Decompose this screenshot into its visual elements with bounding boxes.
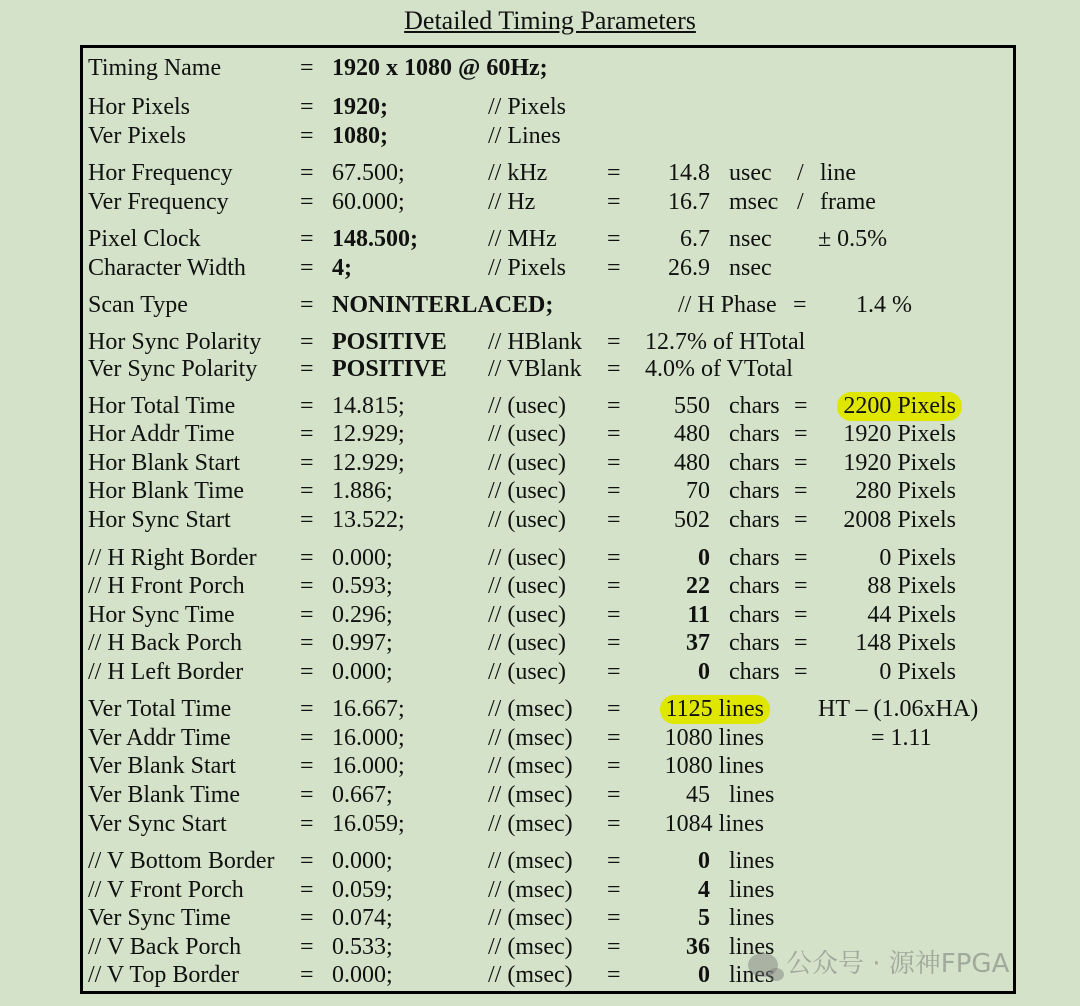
timing-row bbox=[0, 601, 1080, 630]
row-cm: // (msec) bbox=[488, 934, 573, 960]
row-eq: = bbox=[300, 94, 314, 120]
row-cm: // (msec) bbox=[488, 877, 573, 903]
row-eq: = bbox=[300, 421, 314, 447]
row-eq: = bbox=[300, 160, 314, 186]
row-num: 0 bbox=[698, 545, 710, 571]
row-num: 37 bbox=[686, 630, 710, 656]
row-val: 148.500; bbox=[332, 226, 418, 252]
row-px: 1920 Pixels bbox=[843, 421, 956, 447]
row-extra: / bbox=[797, 160, 804, 186]
row-num: 480 bbox=[674, 450, 710, 476]
row-val: 13.522; bbox=[332, 507, 405, 533]
timing-row bbox=[0, 904, 1080, 933]
row-val: 1080; bbox=[332, 123, 388, 149]
row-eq: = bbox=[300, 753, 314, 779]
row-eq2: = bbox=[607, 811, 621, 837]
row-eq: = bbox=[300, 545, 314, 571]
row-eq: = bbox=[300, 507, 314, 533]
row-name: // H Right Border bbox=[88, 545, 257, 571]
row-phaseEq: = bbox=[793, 292, 807, 318]
row-eq2: = bbox=[607, 160, 621, 186]
row-name: Hor Sync Start bbox=[88, 507, 231, 533]
row-num: 0 bbox=[698, 962, 710, 988]
row-name: Ver Sync Polarity bbox=[88, 356, 258, 382]
row-unit: chars bbox=[729, 450, 780, 476]
row-eq: = bbox=[300, 630, 314, 656]
row-name: // H Left Border bbox=[88, 659, 244, 685]
row-val: POSITIVE bbox=[332, 329, 447, 355]
row-eq3: = bbox=[794, 545, 808, 571]
row-eq2: = bbox=[607, 356, 621, 382]
row-name: Ver Blank Time bbox=[88, 782, 241, 808]
row-val: NONINTERLACED; bbox=[332, 292, 554, 318]
row-unit: chars bbox=[729, 421, 780, 447]
row-eq: = bbox=[300, 962, 314, 988]
row-eq3: = bbox=[794, 421, 808, 447]
row-eq: = bbox=[300, 877, 314, 903]
row-cm: // HBlank bbox=[488, 329, 582, 355]
row-lines: 1080 lines bbox=[664, 725, 764, 751]
row-name: Hor Blank Start bbox=[88, 450, 240, 476]
row-cm: // MHz bbox=[488, 226, 557, 252]
row-unit: chars bbox=[729, 659, 780, 685]
timing-row bbox=[0, 420, 1080, 449]
row-eq: = bbox=[300, 356, 314, 382]
row-name: // V Bottom Border bbox=[88, 848, 275, 874]
row-eq: = bbox=[300, 226, 314, 252]
row-eq: = bbox=[300, 782, 314, 808]
row-cm: // (usec) bbox=[488, 659, 566, 685]
watermark-text: 公众号 · 源神FPGA bbox=[786, 949, 1010, 979]
row-eq: = bbox=[300, 602, 314, 628]
row-eq: = bbox=[300, 811, 314, 837]
row-cm: // (msec) bbox=[488, 753, 573, 779]
row-val: 1920 x 1080 @ 60Hz; bbox=[332, 55, 548, 81]
row-unit: chars bbox=[729, 507, 780, 533]
row-blank: 12.7% of HTotal bbox=[645, 329, 806, 355]
row-eq: = bbox=[300, 848, 314, 874]
row-blank: 4.0% of VTotal bbox=[645, 356, 793, 382]
row-unit: chars bbox=[729, 393, 780, 419]
row-eq2: = bbox=[607, 962, 621, 988]
row-val: 4; bbox=[332, 255, 352, 281]
row-val: 14.815; bbox=[332, 393, 405, 419]
row-eq: = bbox=[300, 255, 314, 281]
row-eq: = bbox=[300, 393, 314, 419]
row-cm: // Pixels bbox=[488, 94, 567, 120]
row-extra2: frame bbox=[820, 189, 876, 215]
row-cm: // (msec) bbox=[488, 962, 573, 988]
row-cm: // Hz bbox=[488, 189, 536, 215]
row-val: 0.296; bbox=[332, 602, 393, 628]
timing-row bbox=[0, 544, 1080, 573]
row-px: 148 Pixels bbox=[855, 630, 956, 656]
row-cm: // (msec) bbox=[488, 811, 573, 837]
row-eq3: = bbox=[794, 573, 808, 599]
row-eq2: = bbox=[607, 189, 621, 215]
row-val: POSITIVE bbox=[332, 356, 447, 382]
row-eq3: = bbox=[794, 478, 808, 504]
row-cm: // Lines bbox=[488, 123, 561, 149]
row-cm: // (usec) bbox=[488, 602, 566, 628]
row-unit: lines bbox=[729, 848, 775, 874]
row-eq2: = bbox=[607, 848, 621, 874]
row-name: Hor Frequency bbox=[88, 160, 233, 186]
row-phaseVal: 1.4 % bbox=[856, 292, 912, 318]
timing-row bbox=[0, 876, 1080, 905]
row-eq: = bbox=[300, 934, 314, 960]
row-eq: = bbox=[300, 478, 314, 504]
row-eq: = bbox=[300, 573, 314, 599]
row-eq: = bbox=[300, 450, 314, 476]
timing-row bbox=[0, 159, 1080, 188]
row-unit: nsec bbox=[729, 226, 772, 252]
row-unit: lines bbox=[729, 934, 775, 960]
page-title: Detailed Timing Parameters bbox=[404, 6, 696, 35]
row-eq2: = bbox=[607, 450, 621, 476]
row-name: Hor Addr Time bbox=[88, 421, 235, 447]
row-unit: lines bbox=[729, 962, 775, 988]
row-px: 88 Pixels bbox=[867, 573, 956, 599]
row-eq: = bbox=[300, 905, 314, 931]
timing-row bbox=[0, 629, 1080, 658]
row-num: 11 bbox=[687, 602, 710, 628]
row-unit: chars bbox=[729, 545, 780, 571]
row-eq3: = bbox=[794, 507, 808, 533]
row-val: 0.593; bbox=[332, 573, 393, 599]
row-name: // V Front Porch bbox=[88, 877, 244, 903]
row-eq3: = bbox=[794, 659, 808, 685]
row-unit: lines bbox=[729, 877, 775, 903]
row-cm: // (usec) bbox=[488, 450, 566, 476]
row-cm: // (usec) bbox=[488, 421, 566, 447]
row-val: 1920; bbox=[332, 94, 388, 120]
row-name: Timing Name bbox=[88, 55, 222, 81]
row-cm: // (usec) bbox=[488, 630, 566, 656]
row-num: 70 bbox=[686, 478, 710, 504]
row-unit: msec bbox=[729, 189, 779, 215]
row-name: Ver Sync Start bbox=[88, 811, 227, 837]
row-name: Ver Sync Time bbox=[88, 905, 231, 931]
row-val: 67.500; bbox=[332, 160, 405, 186]
row-name: Hor Blank Time bbox=[88, 478, 245, 504]
row-eq2: = bbox=[607, 630, 621, 656]
row-px: 1920 Pixels bbox=[843, 450, 956, 476]
timing-row bbox=[0, 506, 1080, 535]
row-name: Pixel Clock bbox=[88, 226, 201, 252]
row-cm: // kHz bbox=[488, 160, 548, 186]
row-name: Hor Total Time bbox=[88, 393, 236, 419]
timing-row bbox=[0, 572, 1080, 601]
row-name: Ver Pixels bbox=[88, 123, 186, 149]
row-val: 0.074; bbox=[332, 905, 393, 931]
row-eq2: = bbox=[607, 602, 621, 628]
row-cm: // (msec) bbox=[488, 905, 573, 931]
row-name: Scan Type bbox=[88, 292, 188, 318]
row-name: Ver Addr Time bbox=[88, 725, 231, 751]
row-name: Ver Total Time bbox=[88, 696, 232, 722]
row-num: 6.7 bbox=[680, 226, 710, 252]
row-unit: chars bbox=[729, 478, 780, 504]
row-eq2: = bbox=[607, 905, 621, 931]
row-val: 0.059; bbox=[332, 877, 393, 903]
row-num: 4 bbox=[698, 877, 710, 903]
row-unit: lines bbox=[729, 905, 775, 931]
row-unit: chars bbox=[729, 573, 780, 599]
row-val: 1.886; bbox=[332, 478, 393, 504]
row-px: 44 Pixels bbox=[867, 602, 956, 628]
row-unit: chars bbox=[729, 602, 780, 628]
row-name: // V Back Porch bbox=[88, 934, 242, 960]
row-px: 2200 Pixels bbox=[837, 392, 962, 421]
row-phase: // H Phase bbox=[678, 292, 777, 318]
row-note: HT – (1.06xHA) bbox=[818, 696, 979, 722]
timing-row bbox=[0, 54, 1080, 83]
row-name: Hor Pixels bbox=[88, 94, 190, 120]
row-val: 12.929; bbox=[332, 421, 405, 447]
row-val: 0.533; bbox=[332, 934, 393, 960]
row-name: Hor Sync Polarity bbox=[88, 329, 262, 355]
row-cm: // VBlank bbox=[488, 356, 582, 382]
row-num: 0 bbox=[698, 659, 710, 685]
row-eq2: = bbox=[607, 507, 621, 533]
row-eq2: = bbox=[607, 393, 621, 419]
row-cm: // (msec) bbox=[488, 725, 573, 751]
row-num: 16.7 bbox=[668, 189, 710, 215]
row-cm: // (msec) bbox=[488, 782, 573, 808]
row-unit: lines bbox=[729, 782, 775, 808]
timing-row bbox=[0, 122, 1080, 151]
row-val: 12.929; bbox=[332, 450, 405, 476]
row-num: 14.8 bbox=[668, 160, 710, 186]
row-cm: // (msec) bbox=[488, 848, 573, 874]
row-cm: // (usec) bbox=[488, 573, 566, 599]
timing-row bbox=[0, 810, 1080, 839]
row-extra: / bbox=[797, 189, 804, 215]
row-unit: chars bbox=[729, 630, 780, 656]
watermark bbox=[748, 946, 1009, 982]
row-eq3: = bbox=[794, 393, 808, 419]
timing-row bbox=[0, 254, 1080, 283]
row-eq2: = bbox=[607, 782, 621, 808]
row-cm: // (msec) bbox=[488, 696, 573, 722]
timing-row bbox=[0, 477, 1080, 506]
timing-row bbox=[0, 355, 1080, 384]
timing-row bbox=[0, 188, 1080, 217]
timing-row bbox=[0, 781, 1080, 810]
row-val: 16.059; bbox=[332, 811, 405, 837]
row-num: 22 bbox=[686, 573, 710, 599]
row-eq2: = bbox=[607, 659, 621, 685]
row-lines: 1080 lines bbox=[664, 753, 764, 779]
row-cm: // (usec) bbox=[488, 507, 566, 533]
row-unit: usec bbox=[729, 160, 772, 186]
row-name: Ver Blank Start bbox=[88, 753, 236, 779]
row-eq: = bbox=[300, 189, 314, 215]
row-cm: // Pixels bbox=[488, 255, 567, 281]
row-val: 16.000; bbox=[332, 753, 405, 779]
row-eq: = bbox=[300, 292, 314, 318]
row-eq: = bbox=[300, 659, 314, 685]
timing-row bbox=[0, 658, 1080, 687]
timing-row bbox=[0, 392, 1080, 421]
row-val: 16.000; bbox=[332, 725, 405, 751]
row-eq: = bbox=[300, 696, 314, 722]
row-name: // H Front Porch bbox=[88, 573, 245, 599]
row-eq: = bbox=[300, 123, 314, 149]
timing-row bbox=[0, 225, 1080, 254]
row-eq2: = bbox=[607, 573, 621, 599]
row-px: 2008 Pixels bbox=[843, 507, 956, 533]
row-num: 502 bbox=[674, 507, 710, 533]
row-num: 480 bbox=[674, 421, 710, 447]
row-name: Ver Frequency bbox=[88, 189, 229, 215]
row-num: 45 bbox=[686, 782, 710, 808]
row-extra2: line bbox=[820, 160, 856, 186]
row-num: 36 bbox=[686, 934, 710, 960]
row-note2: = 1.11 bbox=[871, 725, 932, 751]
row-num: 5 bbox=[698, 905, 710, 931]
row-eq2: = bbox=[607, 696, 621, 722]
row-val: 0.000; bbox=[332, 545, 393, 571]
row-val: 0.000; bbox=[332, 962, 393, 988]
row-px: 0 Pixels bbox=[879, 659, 956, 685]
row-num: 26.9 bbox=[668, 255, 710, 281]
row-val: 0.000; bbox=[332, 848, 393, 874]
row-eq3: = bbox=[794, 450, 808, 476]
timing-row bbox=[0, 752, 1080, 781]
row-cm: // (usec) bbox=[488, 478, 566, 504]
row-lines: 1084 lines bbox=[664, 811, 764, 837]
row-val: 16.667; bbox=[332, 696, 405, 722]
wechat-icon bbox=[748, 953, 778, 977]
row-eq2: = bbox=[607, 545, 621, 571]
row-cm: // (usec) bbox=[488, 545, 566, 571]
row-num: 550 bbox=[674, 393, 710, 419]
row-eq: = bbox=[300, 329, 314, 355]
row-eq: = bbox=[300, 725, 314, 751]
timing-row bbox=[0, 328, 1080, 357]
row-eq2: = bbox=[607, 725, 621, 751]
timing-row bbox=[0, 695, 1080, 724]
row-name: // H Back Porch bbox=[88, 630, 242, 656]
row-px: 280 Pixels bbox=[855, 478, 956, 504]
row-eq2: = bbox=[607, 421, 621, 447]
row-tol: ± 0.5% bbox=[818, 226, 888, 252]
row-val: 0.997; bbox=[332, 630, 393, 656]
row-lines: 1125 lines bbox=[660, 695, 770, 724]
row-eq2: = bbox=[607, 934, 621, 960]
timing-row bbox=[0, 724, 1080, 753]
row-eq2: = bbox=[607, 478, 621, 504]
row-name: Character Width bbox=[88, 255, 246, 281]
row-eq2: = bbox=[607, 226, 621, 252]
timing-row bbox=[0, 291, 1080, 320]
row-eq3: = bbox=[794, 630, 808, 656]
row-eq2: = bbox=[607, 255, 621, 281]
row-num: 0 bbox=[698, 848, 710, 874]
timing-row bbox=[0, 449, 1080, 478]
timing-row bbox=[0, 847, 1080, 876]
row-val: 0.000; bbox=[332, 659, 393, 685]
row-val: 0.667; bbox=[332, 782, 393, 808]
row-name: Hor Sync Time bbox=[88, 602, 235, 628]
row-val: 60.000; bbox=[332, 189, 405, 215]
row-eq: = bbox=[300, 55, 314, 81]
row-name: // V Top Border bbox=[88, 962, 239, 988]
row-cm: // (usec) bbox=[488, 393, 566, 419]
row-eq2: = bbox=[607, 753, 621, 779]
row-unit: nsec bbox=[729, 255, 772, 281]
timing-row bbox=[0, 93, 1080, 122]
row-eq3: = bbox=[794, 602, 808, 628]
row-eq2: = bbox=[607, 329, 621, 355]
row-px: 0 Pixels bbox=[879, 545, 956, 571]
row-eq2: = bbox=[607, 877, 621, 903]
